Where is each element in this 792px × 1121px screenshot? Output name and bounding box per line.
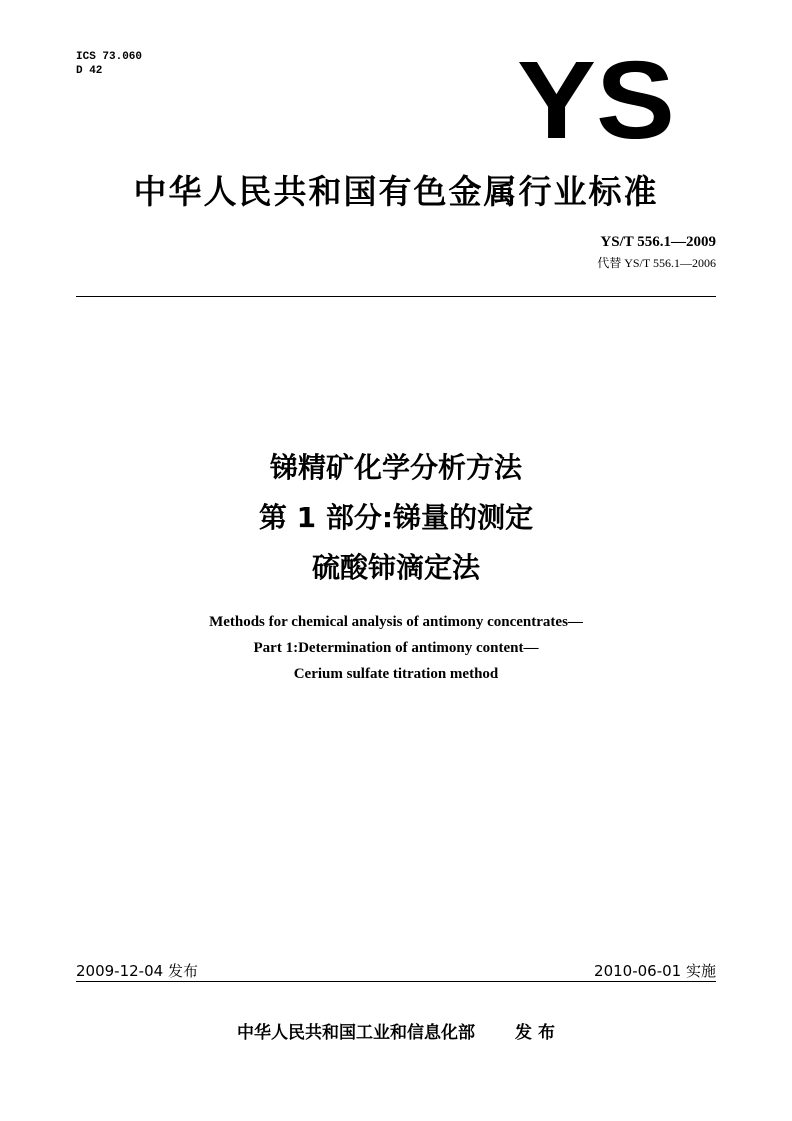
top-rule — [76, 296, 716, 297]
issue-word: 发 布 — [515, 1023, 555, 1043]
ccs-code: D 42 — [76, 65, 103, 77]
implement-date: 2010-06-01 实施 — [594, 962, 716, 980]
issuer-line — [76, 1018, 716, 1043]
title-en-line-2: Part 1:Determination of antimony content— — [253, 640, 539, 656]
replaces-standard: 代替 YS/T 556.1—2006 — [597, 256, 716, 270]
standard-number: YS/T 556.1—2009 — [600, 234, 716, 250]
ics-code: ICS 73.060 — [76, 51, 143, 63]
org-title: 中华人民共和国有色金属行业标准 — [133, 172, 659, 211]
classification-codes — [76, 50, 142, 78]
ys-logo — [516, 58, 676, 142]
publish-date: 2009-12-04 发布 — [76, 962, 198, 980]
issuer-name: 中华人民共和国工业和信息化部 — [237, 1023, 476, 1043]
title-cn-line-2: 第 1 部分:锑量的测定 — [258, 501, 534, 534]
title-en-line-3: Cerium sulfate titration method — [293, 666, 499, 682]
title-en-line-1: Methods for chemical analysis of antimony concentrates— — [209, 614, 583, 630]
title-cn-line-3: 硫酸铈滴定法 — [311, 551, 480, 584]
ys-logo-text: YS — [517, 58, 675, 142]
bottom-rule — [76, 981, 716, 982]
title-cn-line-1: 锑精矿化学分析方法 — [269, 451, 522, 484]
